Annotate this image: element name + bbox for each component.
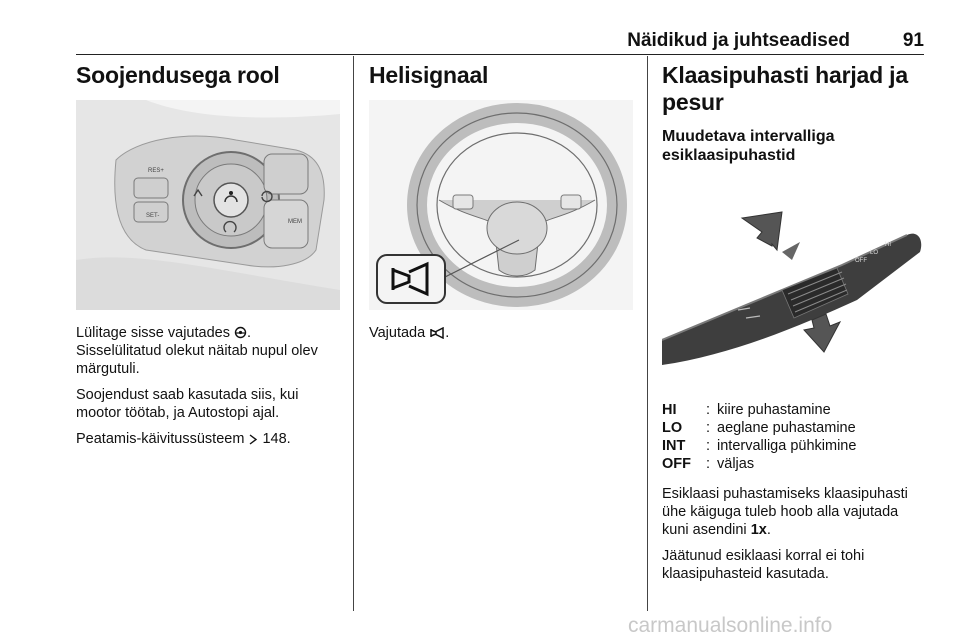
steering-wheel-illustration — [369, 100, 633, 310]
section-wipers — [662, 62, 926, 165]
paragraph-single-wipe: Esiklaasi puhastamiseks klaasipuhasti ühe käiguga tuleb hoob alla vajutada kuni asendini 1x. — [662, 486, 908, 538]
heated-wheel-figure — [76, 100, 340, 310]
column-divider-2 — [647, 56, 648, 611]
set-label: SET- — [146, 213, 160, 219]
column-divider-1 — [353, 56, 354, 611]
section-horn — [369, 62, 633, 89]
reference-link[interactable]: 148. — [262, 431, 291, 447]
section-title: Klaasipuhasti harjad ja pesur — [662, 62, 908, 115]
section-subtitle: Muudetava intervalliga esiklaasipuhastid — [662, 128, 835, 164]
wiper-text — [662, 485, 926, 583]
off-marking: OFF — [855, 258, 867, 264]
page-number: 91 — [902, 30, 924, 51]
watermark: carmanualsonline.info — [628, 614, 833, 637]
wiper-settings-list: HI : kiire puhastamine LO : aeglane puhastamine INT : intervalliga pühkimine OFF : väljas — [662, 402, 857, 472]
horn-figure — [369, 100, 633, 310]
paragraph-switch-on: Lülitage sisse vajutades . Sisselülitatud olekut näitab nupul olev märgutuli. — [76, 325, 318, 377]
paragraph-press-horn: Vajutada . — [369, 325, 450, 341]
wiper-stalk-illustration — [662, 190, 926, 370]
header-rule — [76, 54, 924, 55]
section-heated-steering-wheel — [76, 62, 340, 89]
heated-wheel-text — [76, 324, 340, 448]
section-title: Helisignaal — [369, 62, 489, 88]
section-title: Soojendusega rool — [76, 62, 280, 88]
paragraph-cross-reference: Peatamis-käivitussüsteem 148. — [76, 431, 291, 447]
horn-icon — [429, 327, 445, 339]
steering-control-illustration — [76, 100, 340, 310]
running-header: Näidikud ja juhtseadised — [627, 30, 850, 51]
page-reference-icon — [248, 434, 258, 445]
paragraph-icy-windscreen: Jäätunud esiklaasi korral ei tohi klaasipuhasteid kasutada. — [662, 548, 865, 582]
heated-steering-wheel-icon — [234, 326, 247, 339]
lo-marking: LO — [870, 250, 879, 256]
horn-text — [369, 324, 633, 342]
hi-marking: HI — [885, 242, 891, 248]
paragraph-usage: Soojendust saab kasutada siis, kui mootor töötab, ja Autostopi ajal. — [76, 387, 299, 421]
wiper-lever-figure — [662, 190, 926, 370]
mem-label: MEM — [288, 219, 302, 225]
res-label: RES+ — [148, 168, 164, 174]
